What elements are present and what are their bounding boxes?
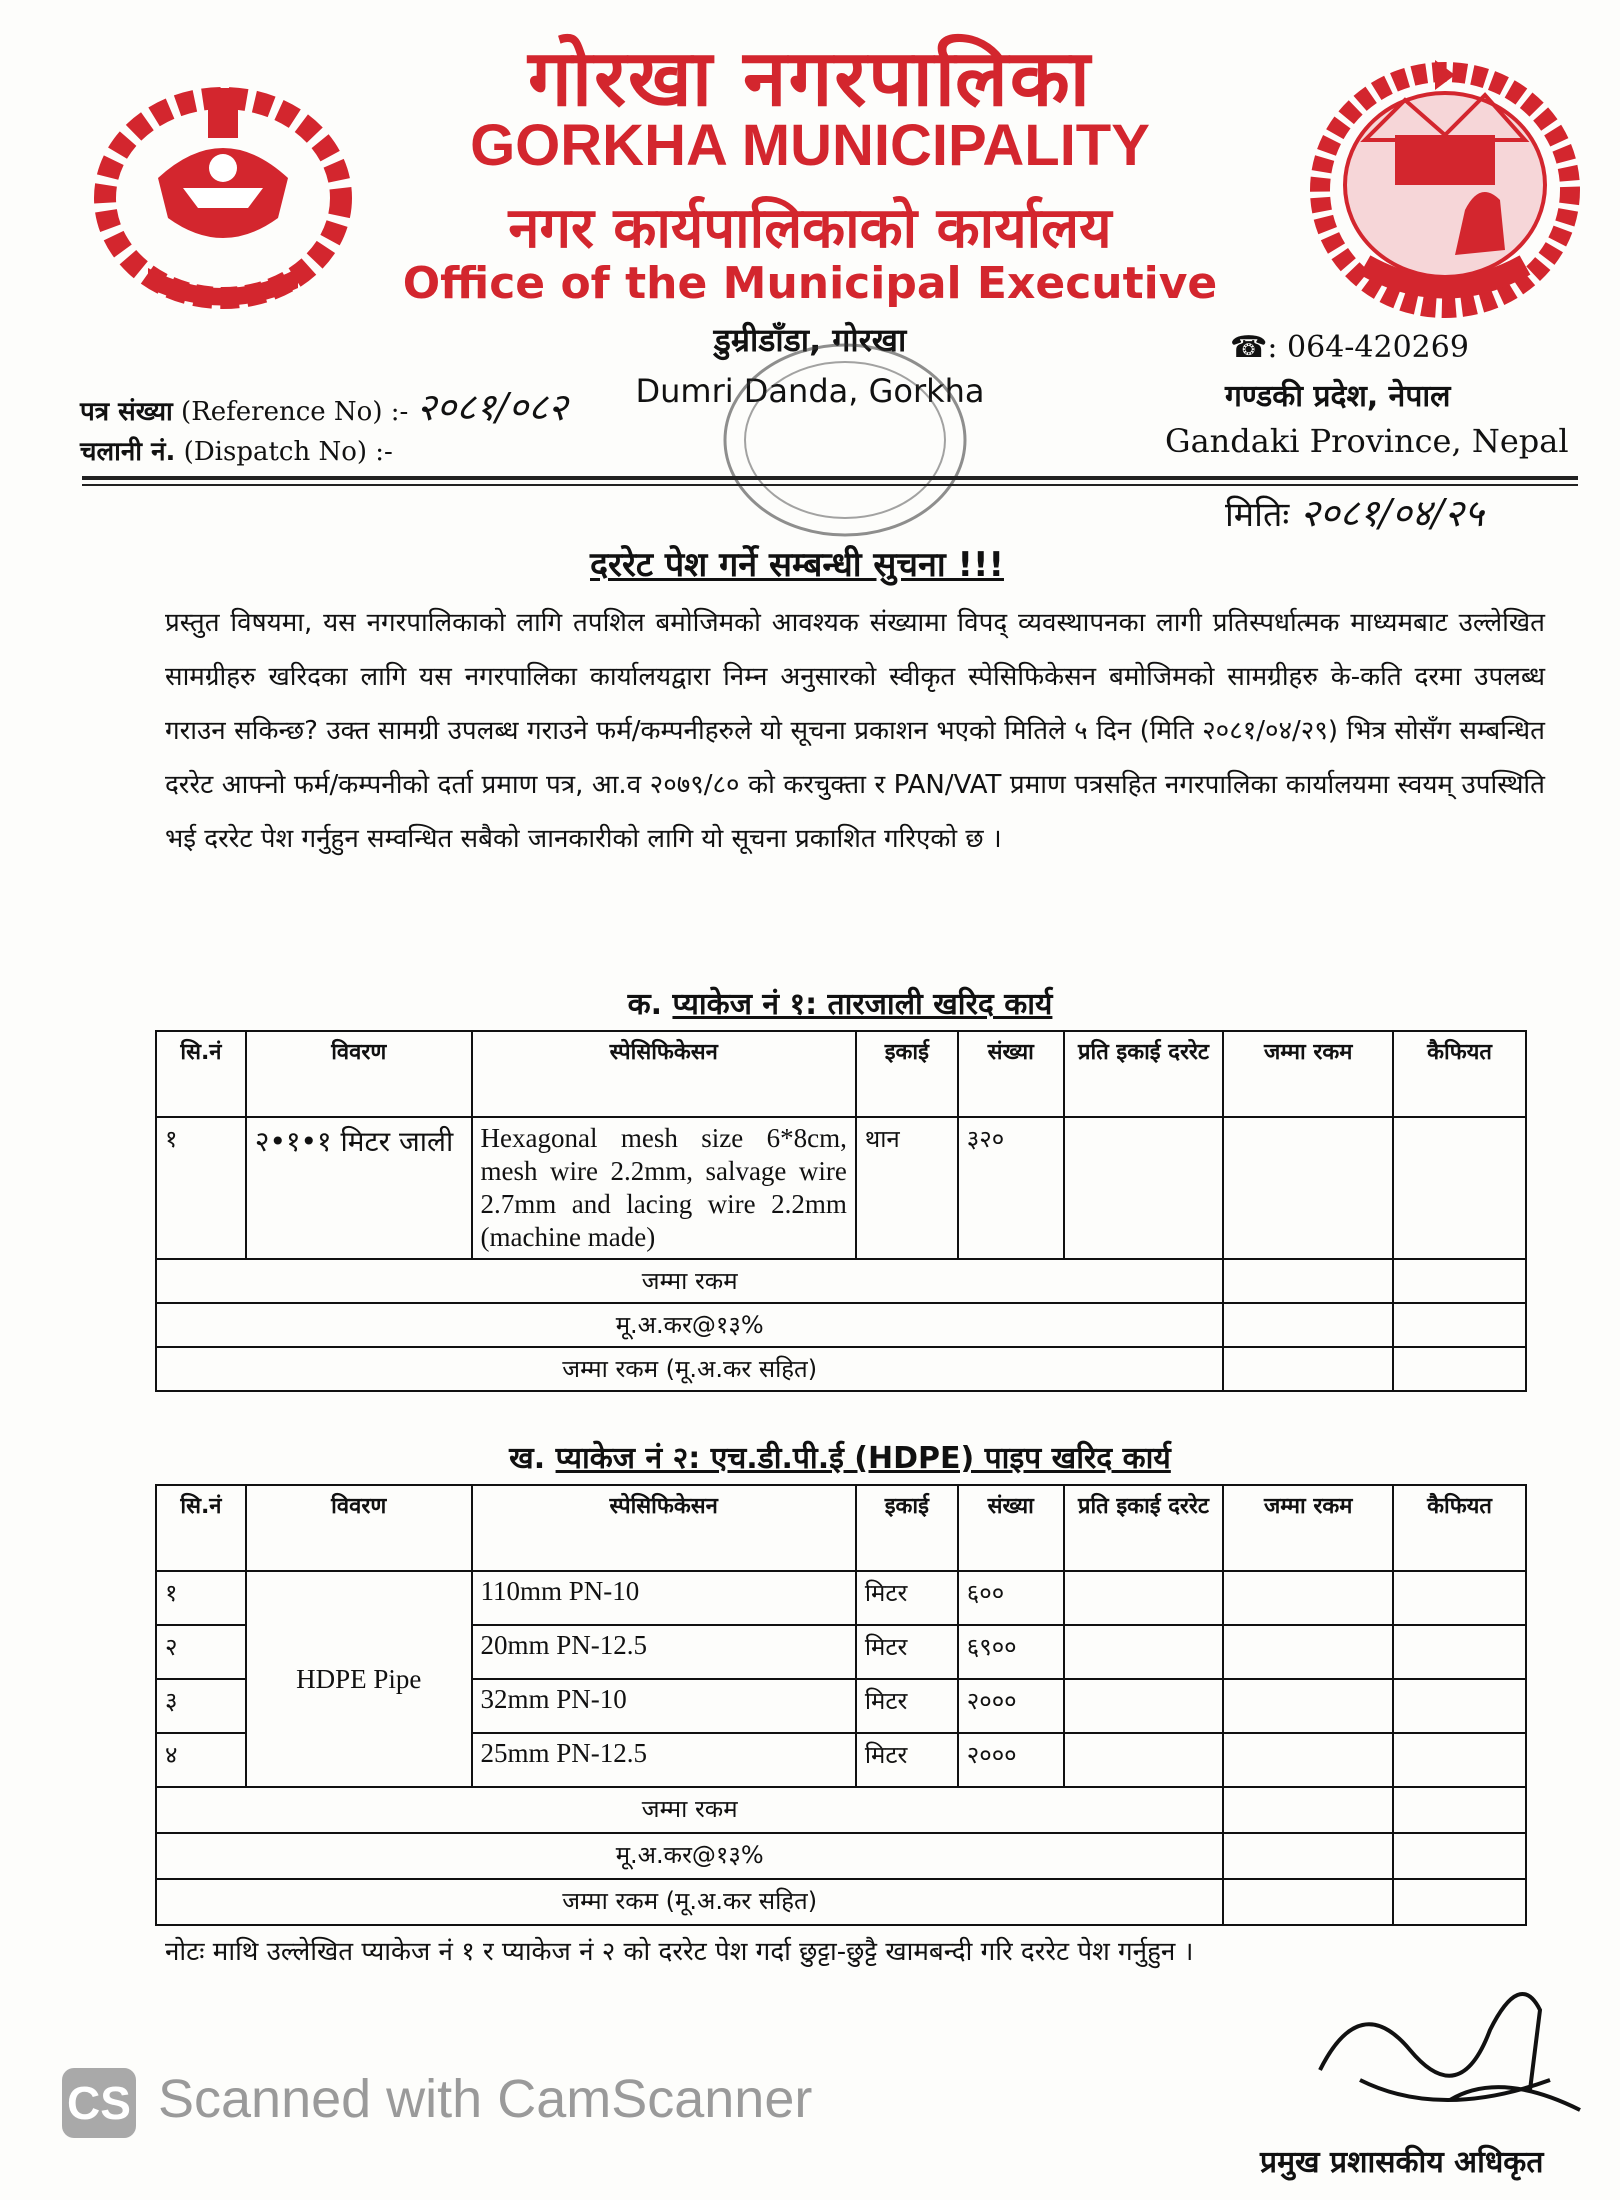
row-amount[interactable] bbox=[1223, 1117, 1393, 1259]
row-remarks[interactable] bbox=[1393, 1733, 1526, 1787]
row-qty: ३२० bbox=[958, 1117, 1064, 1259]
row-qty: ६९०० bbox=[958, 1625, 1064, 1679]
municipality-title-en: GORKHA MUNICIPALITY bbox=[470, 113, 1150, 178]
col-remarks: कैफियत bbox=[1393, 1031, 1526, 1117]
total-label: जम्मा रकम bbox=[156, 1787, 1223, 1833]
package1-title bbox=[155, 982, 1525, 1023]
col-spec: स्पेसिफिकेसन bbox=[472, 1031, 856, 1117]
row-spec: 110mm PN-10 bbox=[472, 1571, 856, 1625]
row-spec: 25mm PN-12.5 bbox=[472, 1733, 856, 1787]
table-row bbox=[156, 1571, 1526, 1625]
camscanner-watermark: Scanned with CamScanner bbox=[158, 2069, 813, 2129]
package2-table bbox=[155, 1484, 1527, 1926]
dispatch-label-np: चलानी नं. bbox=[80, 437, 176, 467]
grand-total-value[interactable] bbox=[1223, 1879, 1393, 1925]
col-sn: सि.नं bbox=[156, 1485, 246, 1571]
row-sn: २ bbox=[156, 1625, 246, 1679]
row-rate[interactable] bbox=[1064, 1733, 1224, 1787]
vat-remarks bbox=[1393, 1833, 1526, 1879]
row-unit: मिटर bbox=[856, 1679, 958, 1733]
row-qty: ६०० bbox=[958, 1571, 1064, 1625]
row-sn: ३ bbox=[156, 1679, 246, 1733]
row-rate[interactable] bbox=[1064, 1117, 1224, 1259]
row-sn: १ bbox=[156, 1571, 246, 1625]
grand-total-remarks bbox=[1393, 1347, 1526, 1391]
reference-number bbox=[80, 380, 568, 432]
row-rate[interactable] bbox=[1064, 1679, 1224, 1733]
phone-number: : 064-420269 bbox=[1267, 330, 1469, 365]
reference-value: २०८१/०८२ bbox=[416, 385, 568, 429]
row-remarks[interactable] bbox=[1393, 1571, 1526, 1625]
package2-title bbox=[155, 1436, 1525, 1477]
row-unit: मिटर bbox=[856, 1733, 958, 1787]
place-np: डुम्रीडाँडा, गोरखा bbox=[713, 321, 907, 359]
row-item: HDPE Pipe bbox=[246, 1571, 472, 1787]
row-spec: 32mm PN-10 bbox=[472, 1679, 856, 1733]
province-np: गण्डकी प्रदेश, नेपाल bbox=[1225, 379, 1451, 414]
col-sn: सि.नं bbox=[156, 1031, 246, 1117]
camscanner-icon: CS bbox=[62, 2068, 136, 2138]
row-remarks[interactable] bbox=[1393, 1117, 1526, 1259]
nepal-emblem-logo bbox=[88, 58, 358, 318]
dispatch-label-en: (Dispatch No) :- bbox=[183, 437, 393, 467]
row-sn: १ bbox=[156, 1117, 246, 1259]
package1-prefix: क. bbox=[627, 987, 662, 1022]
row-amount[interactable] bbox=[1223, 1625, 1393, 1679]
total-remarks bbox=[1393, 1787, 1526, 1833]
row-spec: 20mm PN-12.5 bbox=[472, 1625, 856, 1679]
vat-value[interactable] bbox=[1223, 1833, 1393, 1879]
total-value[interactable] bbox=[1223, 1259, 1393, 1303]
vat-remarks bbox=[1393, 1303, 1526, 1347]
vat-value[interactable] bbox=[1223, 1303, 1393, 1347]
row-desc: २•१•१ मिटर जाली bbox=[246, 1117, 472, 1259]
col-unit: इकाई bbox=[856, 1485, 958, 1571]
row-qty: २००० bbox=[958, 1733, 1064, 1787]
package1-table bbox=[155, 1030, 1527, 1392]
province-en: Gandaki Province, Nepal bbox=[1165, 422, 1569, 460]
row-rate[interactable] bbox=[1064, 1625, 1224, 1679]
col-desc: विवरण bbox=[246, 1485, 472, 1571]
reference-label-np: पत्र संख्या bbox=[80, 397, 173, 427]
table-row bbox=[156, 1117, 1526, 1259]
municipality-seal-logo bbox=[1305, 40, 1585, 320]
reference-label-en: (Reference No) :- bbox=[181, 397, 409, 427]
note: नोटः माथि उल्लेखित प्याकेज नं १ र प्याकेज नं २ को दररेट पेश गर्दा छुट्टा-छुट्टै खामबन्दी गरि दररेट पेश गर्नुहुन । bbox=[165, 1937, 1194, 1967]
package2-title-text: प्याकेज नं २: एच.डी.पी.ई (HDPE) पाइप खरिद कार्य bbox=[555, 1441, 1171, 1476]
grand-total-label: जम्मा रकम (मू.अ.कर सहित) bbox=[156, 1347, 1223, 1391]
col-desc: विवरण bbox=[246, 1031, 472, 1117]
grand-total-remarks bbox=[1393, 1879, 1526, 1925]
row-remarks[interactable] bbox=[1393, 1679, 1526, 1733]
vat-label: मू.अ.कर@१३% bbox=[156, 1833, 1223, 1879]
grand-total-value[interactable] bbox=[1223, 1347, 1393, 1391]
row-sn: ४ bbox=[156, 1733, 246, 1787]
col-amount: जम्मा रकम bbox=[1223, 1485, 1393, 1571]
row-unit: मिटर bbox=[856, 1625, 958, 1679]
col-unit: इकाई bbox=[856, 1031, 958, 1117]
total-label: जम्मा रकम bbox=[156, 1259, 1223, 1303]
row-amount[interactable] bbox=[1223, 1571, 1393, 1625]
grand-total-label: जम्मा रकम (मू.अ.कर सहित) bbox=[156, 1879, 1223, 1925]
row-rate[interactable] bbox=[1064, 1571, 1224, 1625]
package1-title-text: प्याकेज नं १: तारजाली खरिद कार्य bbox=[672, 987, 1053, 1022]
signatory-title: प्रमुख प्रशासकीय अधिकृत bbox=[1260, 2145, 1544, 2180]
notice-body: प्रस्तुत विषयमा, यस नगरपालिकाको लागि तपशिल बमोजिमको आवश्यक संख्यामा विपद् व्यवस्थापनका लागी प्रतिस्पर्धात्मक माध्यमबाट उल्लेखित सामग्रीहरु खरिदका लागि यस नगरपालिका कार्यालयद्वारा निम्न अनुसारको स्वीकृत स्पेसिफिकेसन बमोजिमको सामग्रीहरु के-कति दरमा उपलब्ध गराउन सकिन्छ? उक्त सामग्री उपलब्ध गराउने फर्म/कम्पनीहरुले यो सूचना प्रकाशन भएको मितिले ५ दिन (मिति २०८१/०४/२९) भित्र सोसँग सम्बन्धित दररेट आफ्नो फर्म/कम्पनीको दर्ता प्रमाण पत्र, आ.व २०७९/८० को करचुक्ता र PAN/VAT प्रमाण पत्रसहित नगरपालिका कार्यालयमा स्वयम् उपस्थिति भई दररेट पेश गर्नुहुन सम्वन्धित सबैको जानकारीको लागि यो सूचना प्रकाशित गरिएको छ । bbox=[165, 608, 1545, 854]
col-qty: संख्या bbox=[958, 1485, 1064, 1571]
col-qty: संख्या bbox=[958, 1031, 1064, 1117]
total-remarks bbox=[1393, 1259, 1526, 1303]
row-amount[interactable] bbox=[1223, 1679, 1393, 1733]
municipality-title-np: गोरखा नगरपालिका bbox=[528, 34, 1092, 124]
row-spec: Hexagonal mesh size 6*8cm, mesh wire 2.2mm, salvage wire 2.7mm and lacing wire 2.2mm (machine made) bbox=[472, 1117, 856, 1259]
row-amount[interactable] bbox=[1223, 1733, 1393, 1787]
vat-label: मू.अ.कर@१३% bbox=[156, 1303, 1223, 1347]
header-divider bbox=[82, 476, 1578, 480]
office-stamp bbox=[700, 330, 990, 560]
row-remarks[interactable] bbox=[1393, 1625, 1526, 1679]
total-value[interactable] bbox=[1223, 1787, 1393, 1833]
col-remarks: कैफियत bbox=[1393, 1485, 1526, 1571]
signature bbox=[1300, 1950, 1600, 2140]
row-qty: २००० bbox=[958, 1679, 1064, 1733]
phone bbox=[1230, 330, 1469, 365]
date-label: मितिः bbox=[1225, 495, 1290, 535]
notice-heading: दररेट पेश गर्ने सम्बन्धी सुचना !!! bbox=[590, 545, 1004, 585]
col-rate: प्रति इकाई दररेट bbox=[1064, 1485, 1224, 1571]
col-amount: जम्मा रकम bbox=[1223, 1031, 1393, 1117]
place-en: Dumri Danda, Gorkha bbox=[635, 372, 985, 410]
col-rate: प्रति इकाई दररेट bbox=[1064, 1031, 1224, 1117]
col-spec: स्पेसिफिकेसन bbox=[472, 1485, 856, 1571]
row-unit: मिटर bbox=[856, 1571, 958, 1625]
phone-icon: ☎ bbox=[1230, 330, 1268, 365]
row-unit: थान bbox=[856, 1117, 958, 1259]
notice-date bbox=[1225, 486, 1484, 538]
office-title-np: नगर कार्यपालिकाको कार्यालय bbox=[508, 196, 1112, 261]
dispatch-number bbox=[80, 432, 393, 468]
office-title-en: Office of the Municipal Executive bbox=[402, 258, 1218, 309]
package2-prefix: ख. bbox=[509, 1441, 546, 1476]
date-value: २०८१/०४/२५ bbox=[1300, 491, 1484, 535]
